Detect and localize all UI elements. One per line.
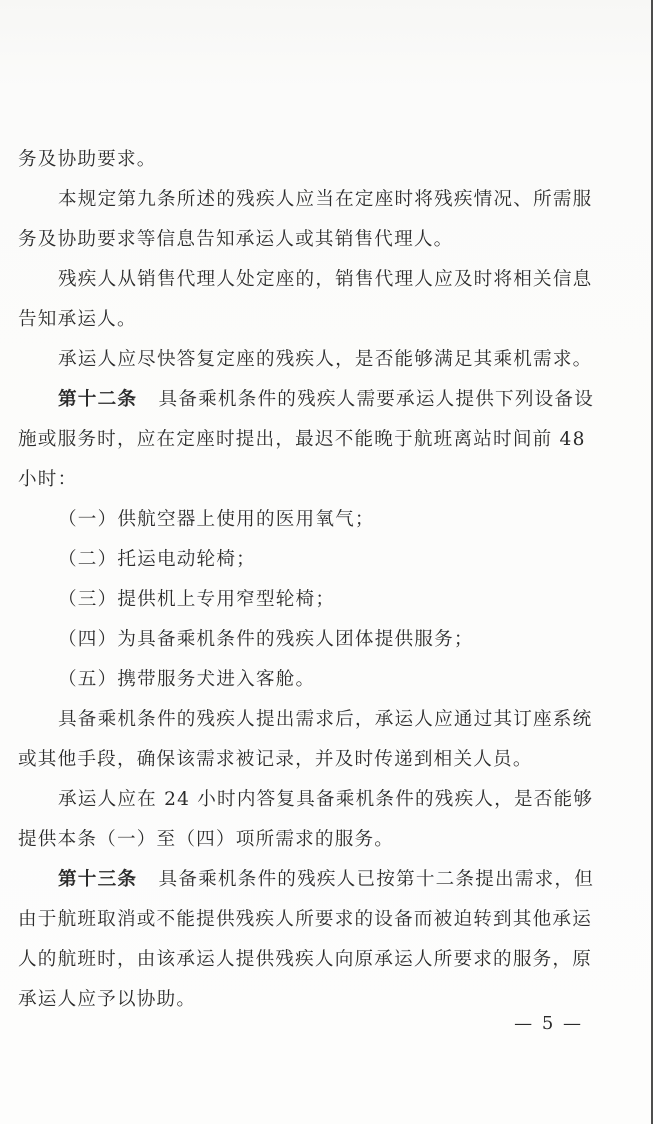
paragraph: 承运人应在 24 小时内答复具备乘机条件的残疾人，是否能够提供本条（一）至（四）项所需求的服务。 [18, 789, 594, 850]
article-text: 具备乘机条件的残疾人需要承运人提供下列设备设施或服务时，应在定座时提出，最迟不能晚于航班离站时间前 48 小时： [18, 389, 594, 490]
list-item: （二）托运电动轮椅； [58, 549, 256, 570]
page-number: — 5 — [514, 1013, 583, 1034]
paragraph: 残疾人从销售代理人处定座的，销售代理人应及时将相关信息告知承运人。 [18, 269, 593, 330]
document-content [18, 140, 604, 1020]
paragraph: 承运人应尽快答复定座的残疾人，是否能够满足其乘机需求。 [58, 349, 593, 370]
list-item: （一）供航空器上使用的医用氧气； [58, 509, 375, 530]
article-text: 具备乘机条件的残疾人已按第十二条提出需求，但由于航班取消或不能提供残疾人所要求的设备而被迫转到其他承运人的航班时，由该承运人提供残疾人向原承运人所要求的服务，原承运人应予以协助。 [18, 869, 594, 1010]
list-item: （五）携带服务犬进入客舱。 [58, 669, 316, 690]
top-mark [6, 0, 126, 4]
list-item: （三）提供机上专用窄型轮椅； [58, 589, 336, 610]
article-heading-space [137, 389, 158, 410]
paragraph-continuation: 务及协助要求。 [18, 149, 157, 170]
article-paragraph [18, 380, 604, 500]
paragraph: 本规定第九条所述的残疾人应当在定座时将残疾情况、所需服务及协助要求等信息告知承运人或其销售代理人。 [18, 189, 593, 250]
article-paragraph [18, 860, 604, 1020]
article-heading-space [137, 869, 158, 890]
requirements-list [18, 500, 604, 700]
article-heading: 第十二条 [58, 389, 138, 410]
article-heading: 第十三条 [58, 869, 138, 890]
paragraph: 具备乘机条件的残疾人提出需求后，承运人应通过其订座系统或其他手段，确保该需求被记录，并及时传递到相关人员。 [18, 709, 593, 770]
list-item: （四）为具备乘机条件的残疾人团体提供服务； [58, 629, 474, 650]
